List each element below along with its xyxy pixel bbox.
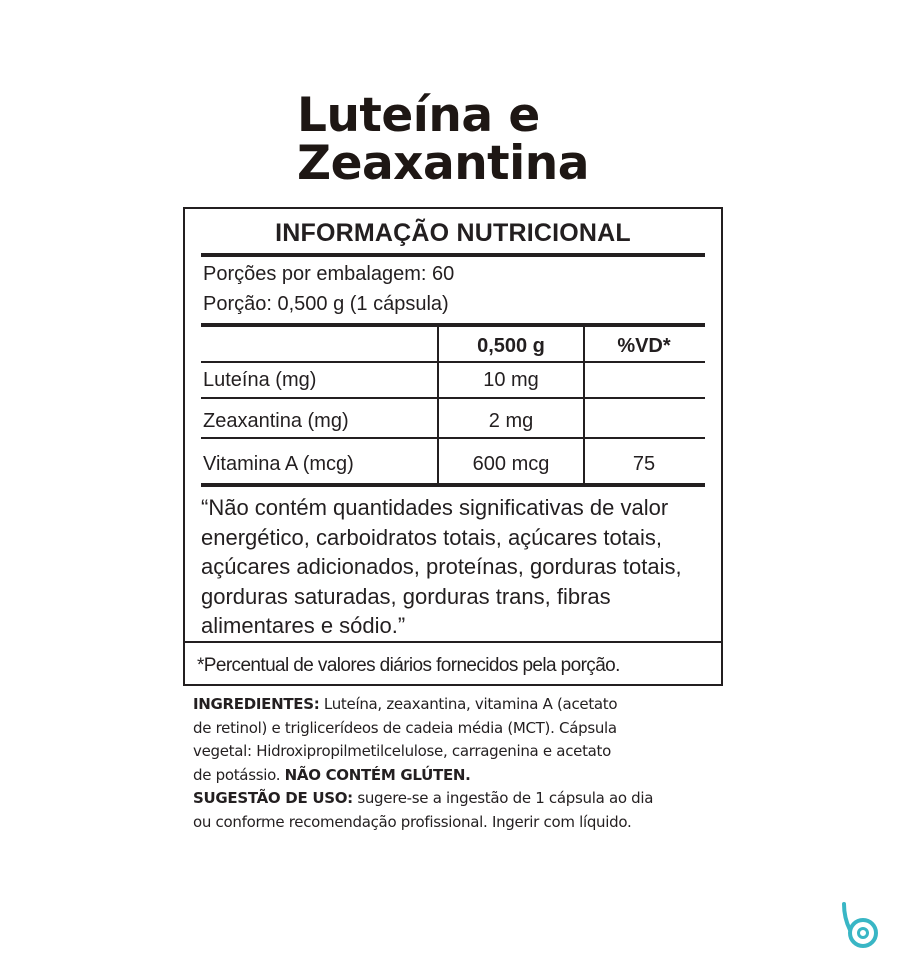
ingredients-text: de potássio. <box>193 765 285 784</box>
divider <box>201 437 705 439</box>
nutrient-amount: 10 mg <box>483 369 539 391</box>
divider <box>201 483 705 487</box>
column-header-amount: 0,500 g <box>477 335 545 357</box>
b-logo-icon <box>838 900 882 950</box>
usage-text: sugere-se a ingestão de 1 cápsula ao dia <box>352 789 654 807</box>
divider <box>201 253 705 257</box>
product-title-line1: Luteína e <box>297 88 540 143</box>
nutrient-name: Vitamina A (mcg) <box>203 453 354 475</box>
ingredients-line: de retinol) e triglicerídeos de cadeia média (MCT). Cápsula <box>193 718 617 737</box>
ingredients-text: Luteína, zeaxantina, vitamina A (acetato <box>319 695 618 713</box>
divider <box>201 323 705 327</box>
nutrient-dv: 75 <box>632 453 656 475</box>
nutrient-name: Luteína (mg) <box>203 369 317 391</box>
ingredients-section <box>193 693 713 834</box>
product-title <box>297 88 589 191</box>
servings-per-package: Porções por embalagem: 60 <box>203 263 455 285</box>
nutrition-facts-panel <box>183 207 723 686</box>
ingredients-line: vegetal: Hidroxipropilmetilcelulose, carragenina e acetato <box>193 742 611 760</box>
ingredients-line <box>193 693 713 717</box>
usage-line <box>193 787 713 811</box>
footnote-divider <box>185 641 721 643</box>
divider <box>201 397 705 399</box>
footnote-text: *Percentual de valores diários fornecidos pela porção. <box>197 655 620 676</box>
nutrient-amount: 600 mcg <box>472 453 550 475</box>
product-title-line2: Zeaxantina <box>297 136 589 191</box>
serving-size: Porção: 0,500 g (1 cápsula) <box>203 293 449 315</box>
panel-heading: INFORMAÇÃO NUTRICIONAL <box>275 219 631 247</box>
gluten-warning: NÃO CONTÉM GLÚTEN. <box>284 765 471 784</box>
usage-line: ou conforme recomendação profissional. Ingerir com líquido. <box>193 812 632 831</box>
ingredients-label: INGREDIENTES: <box>193 695 320 713</box>
usage-label: SUGESTÃO DE USO: <box>193 789 353 807</box>
nutrient-name: Zeaxantina (mg) <box>203 410 349 432</box>
column-header-dv: %VD* <box>617 335 671 357</box>
nutrient-amount: 2 mg <box>488 410 534 432</box>
ingredients-line <box>193 764 713 788</box>
divider <box>201 361 705 363</box>
disclaimer-text: “Não contém quantidades significativas de valor energético, carboidratos totais, açúcares totais, açúcares adicionados, proteínas, gorduras totais, gorduras saturadas, gorduras trans, fibras alimentares e sódio.” <box>201 495 682 638</box>
